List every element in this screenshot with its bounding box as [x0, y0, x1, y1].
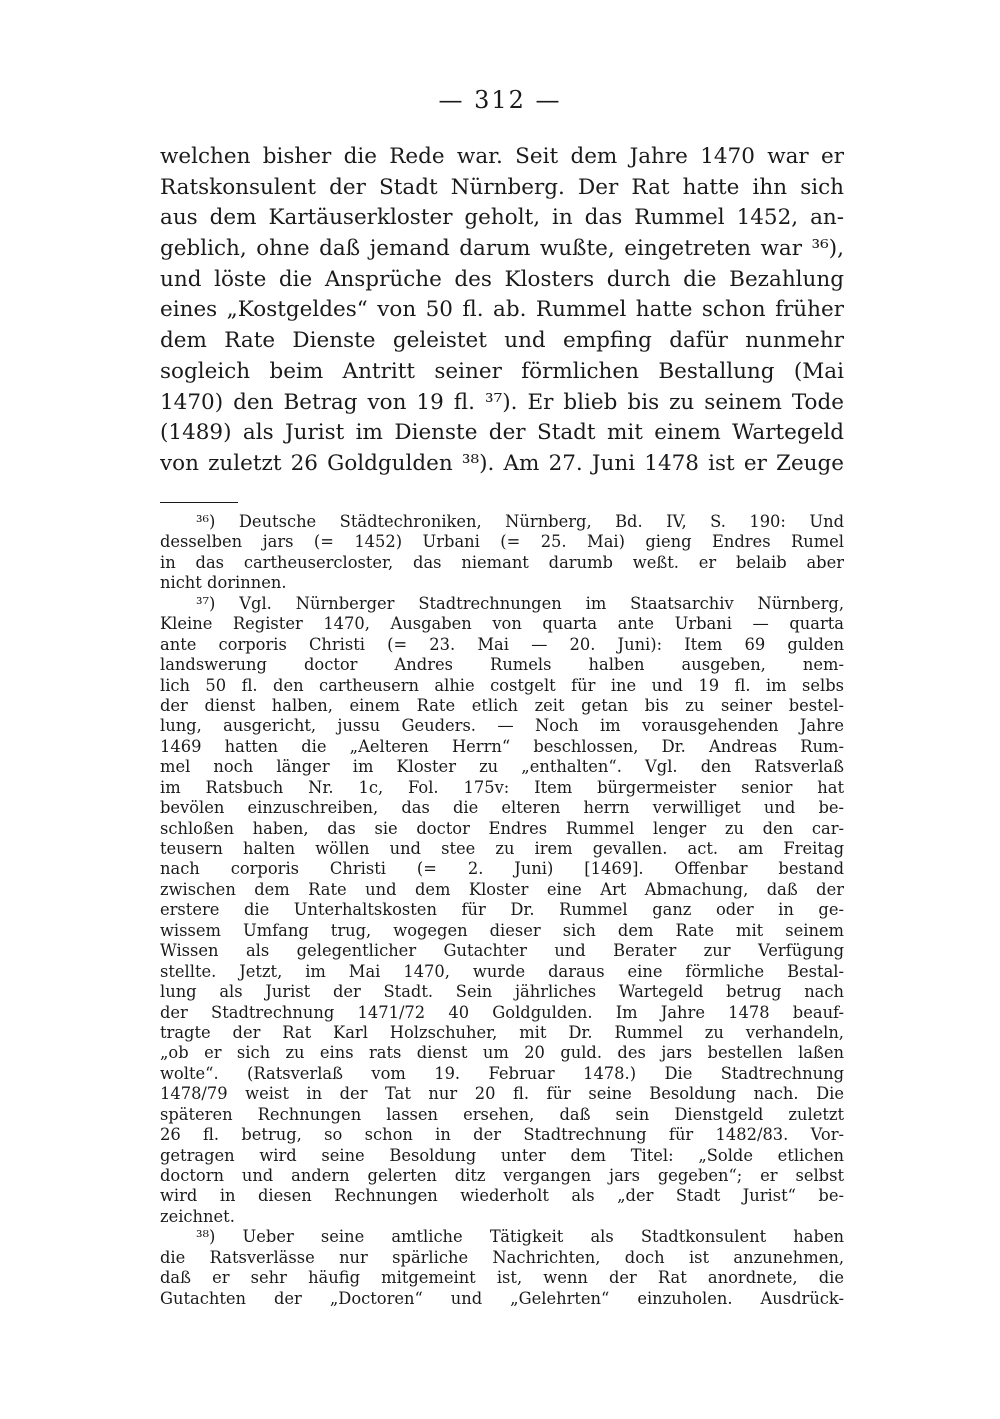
footnote-line: nach corporis Christi (= 2. Juni) [1469]. Offenbar bestand — [160, 859, 844, 879]
footnote-line: der dienst halben, einem Rate etlich zeit getan bis zu seiner bestel- — [160, 695, 844, 715]
footnote-line: der Stadtrechnung 1471/72 40 Goldgulden. Im Jahre 1478 beauf- — [160, 1002, 844, 1022]
main-text-line: welchen bisher die Rede war. Seit dem Jahre 1470 war er — [160, 144, 844, 169]
footnote-line: erstere die Unterhaltskosten für Dr. Rummel ganz oder in ge- — [160, 900, 844, 920]
footnote-line: mel noch länger im Kloster zu „enthalten“. Vgl. den Ratsverlaß — [160, 757, 844, 777]
footnote-line: wolte“. (Ratsverlaß vom 19. Februar 1478.) Die Stadtrechnung — [160, 1063, 844, 1083]
footnote-line: teusern halten wöllen und stee zu irem gevallen. act. am Freitag — [160, 839, 844, 858]
footnote-line: Kleine Register 1470, Ausgaben von quarta ante Urbani — quarta — [160, 614, 844, 634]
footnote-line: lich 50 fl. den cartheusern alhie costgelt für ine und 19 fl. im selbs — [160, 675, 844, 695]
footnote-line: ³⁷) Vgl. Nürnberger Stadtrechnungen im Staatsarchiv Nürnberg, — [196, 593, 844, 613]
main-text — [160, 142, 844, 480]
footnote-line: im Ratsbuch Nr. 1c, Fol. 175v: Item bürgermeister senior hat — [160, 777, 844, 797]
main-text-line: aus dem Kartäuserkloster geholt, in das Rummel 1452, an- — [160, 205, 844, 231]
footnote-line: stellte. Jetzt, im Mai 1470, wurde daraus eine förmliche Bestal- — [160, 961, 844, 981]
footnote-line: landswerung doctor Andres Rumels halben ausgeben, nem- — [160, 655, 844, 675]
footnote-line: „ob er sich zu eins rats dienst um 20 guld. des jars bestellen laßen — [160, 1043, 844, 1063]
footnote-line: lung, ausgericht, jussu Geuders. — Noch im vorausgehenden Jahre — [160, 716, 844, 736]
footnotes — [160, 512, 844, 1309]
footnote-line: getragen wird seine Besoldung unter dem Titel: „Solde etlichen — [160, 1145, 844, 1165]
footnote-line: daß er sehr häufig mitgemeint ist, wenn der Rat anordnete, die — [160, 1268, 844, 1288]
footnote-line: doctorn und andern gelerten ditz vergangen jars gegeben“; er selbst — [160, 1166, 844, 1185]
footnote-line: zeichnet. — [160, 1206, 235, 1226]
main-text-line: eines „Kostgeldes“ von 50 fl. ab. Rummel hatte schon früher — [160, 297, 844, 323]
footnote-line: bevölen einzuschreiben, das die elteren herrn verwilliget und be- — [160, 798, 844, 818]
footnote-line: lung als Jurist der Stadt. Sein jährliches Wartegeld betrug nach — [160, 982, 844, 1002]
footnote-line: Wissen als gelegentlicher Gutachter und Berater zur Verfügung — [160, 941, 844, 961]
footnote-line: desselben jars (= 1452) Urbani (= 25. Mai) gieng Endres Rumel — [160, 532, 844, 552]
main-text-line: 1470) den Betrag von 19 fl. ³⁷). Er blieb bis zu seinem Tode — [160, 389, 844, 415]
footnote-line: wird in diesen Rechnungen wiederholt als „der Stadt Jurist“ be- — [160, 1186, 844, 1206]
footnote-line: zwischen dem Rate und dem Kloster eine Art Abmachung, daß der — [160, 879, 844, 899]
footnote-line: 26 fl. betrug, so schon in der Stadtrechnung für 1482/83. Vor- — [160, 1125, 844, 1145]
main-text-line: Ratskonsulent der Stadt Nürnberg. Der Rat hatte ihn sich — [160, 174, 844, 200]
main-text-line: geblich, ohne daß jemand darum wußte, eingetreten war ³⁶), — [160, 236, 844, 262]
footnote-line: späteren Rechnungen lassen ersehen, daß sein Dienstgeld zuletzt — [160, 1104, 844, 1124]
footnote-separator — [160, 502, 238, 503]
page-number: — 312 — — [438, 86, 562, 114]
footnote-line: tragte der Rat Karl Holzschuher, mit Dr. Rummel zu verhandeln, — [160, 1022, 844, 1042]
main-text-line: dem Rate Dienste geleistet und empfing dafür nunmehr — [160, 328, 844, 354]
footnote-line: ante corporis Christi (= 23. Mai — 20. Juni): Item 69 gulden — [160, 634, 844, 654]
footnote-line: Gutachten der „Doctoren“ und „Gelehrten“ einzuholen. Ausdrück- — [160, 1288, 844, 1308]
footnote-line: die Ratsverlässe nur spärliche Nachrichten, doch ist anzunehmen, — [160, 1247, 844, 1267]
main-text-line: sogleich beim Antritt seiner förmlichen Bestallung (Mai — [160, 358, 844, 384]
footnote-line: 1469 hatten die „Aelteren Herrn“ beschlossen, Dr. Andreas Rum- — [160, 736, 844, 756]
main-text-line: von zuletzt 26 Goldgulden ³⁸). Am 27. Juni 1478 ist er Zeuge — [160, 450, 844, 476]
footnote-line: ³⁶) Deutsche Städtechroniken, Nürnberg, Bd. IV, S. 190: Und — [196, 512, 844, 531]
main-text-line: und löste die Ansprüche des Klosters durch die Bezahlung — [160, 266, 844, 292]
footnote-line: ³⁸) Ueber seine amtliche Tätigkeit als Stadtkonsulent haben — [196, 1227, 844, 1247]
main-text-line: (1489) als Jurist im Dienste der Stadt mit einem Wartegeld — [160, 420, 844, 446]
footnote-line: 1478/79 weist in der Tat nur 20 fl. für seine Besoldung nach. Die — [160, 1084, 844, 1104]
footnote-line: wissem Umfang trug, wogegen dieser sich dem Rate mit seinem — [160, 920, 844, 940]
footnote-line: in das cartheusercloster, das niemant darumb weßt. er belaib aber — [160, 552, 844, 572]
footnote-line: schloßen haben, das sie doctor Endres Rummel lenger zu den car- — [160, 818, 844, 838]
footnote-line: nicht dorinnen. — [160, 573, 287, 593]
